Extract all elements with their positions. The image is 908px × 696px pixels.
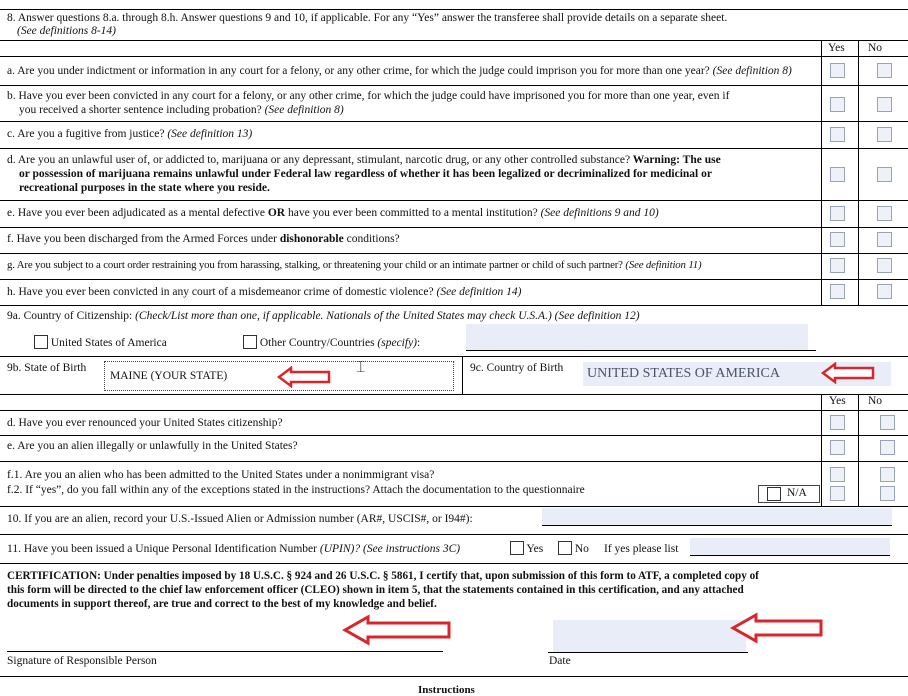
alien-number-input[interactable]: [542, 508, 892, 525]
q9f2-na-option[interactable]: N/A: [758, 485, 820, 503]
intro-definitions: (See definitions 8-14): [17, 25, 117, 37]
question-9d: d. Have you ever renounced your United States citizenship?: [7, 417, 283, 429]
upin-no-checkbox[interactable]: [558, 541, 572, 555]
signature-label: Signature of Responsible Person: [7, 655, 157, 667]
other-country-input[interactable]: [466, 324, 808, 350]
no-column-header-2: No: [868, 395, 883, 407]
q9d-yes-checkbox[interactable]: [830, 415, 845, 430]
instructions-heading: Instructions: [418, 684, 475, 696]
date-label: Date: [549, 655, 571, 667]
citizenship-usa-option[interactable]: United States of America: [34, 335, 167, 349]
question-9e: e. Are you an alien illegally or unlawfully in the United States?: [7, 440, 298, 452]
upin-no-option[interactable]: No: [558, 541, 589, 555]
q8e-yes-checkbox[interactable]: [830, 206, 845, 221]
upin-yes-option[interactable]: Yes: [510, 541, 543, 555]
q8b-yes-checkbox[interactable]: [830, 97, 845, 112]
country-of-birth-value: UNITED STATES OF AMERICA: [587, 366, 780, 381]
q8g-yes-checkbox[interactable]: [830, 258, 845, 273]
question-8c: c. Are you a fugitive from justice? (See definition 13): [7, 128, 253, 140]
state-of-birth-value: MAINE (YOUR STATE): [110, 370, 228, 382]
q9f1-yes-checkbox[interactable]: [830, 467, 845, 482]
citizenship-usa-checkbox[interactable]: [34, 335, 48, 349]
question-9f1: f.1. Are you an alien who has been admitted to the United States under a nonimmigrant visa?: [7, 469, 435, 481]
q8h-yes-checkbox[interactable]: [830, 284, 845, 299]
citizenship-other-checkbox[interactable]: [243, 335, 257, 349]
arrow-icon: [730, 612, 824, 644]
q8c-yes-checkbox[interactable]: [830, 127, 845, 142]
arrow-icon: [342, 614, 452, 646]
upin-list-label: If yes please list: [604, 543, 679, 555]
question-8b: b. Have you ever been convicted in any court for a felony, or any other crime, for which the judge could have imprisoned you for more than one year, even if you received a shorter sentence including probation? (See definition 8): [7, 90, 730, 116]
question-10: 10. If you are an alien, record your U.S.-Issued Alien or Admission number (AR#, USCIS#, or I94#):: [7, 513, 473, 525]
q9d-no-checkbox[interactable]: [880, 415, 895, 430]
arrow-icon: [277, 366, 331, 388]
question-8a: a. Are you under indictment or information in any court for a felony, or any other crime, for which the judge could imprison you for more than one year? (See definition 8): [7, 65, 792, 77]
certification-text: CERTIFICATION: Under penalties imposed by 18 U.S.C. § 924 and 26 U.S.C. § 5861, I certify that, upon submission of this form to ATF, a completed copy of this form will be directed to the chief law enforcement officer (CLEO) shown in item 5, that the statements contained in this certification, and any attached documents in support thereof, are true and correct to the best of my knowledge and belief.: [7, 570, 759, 610]
citizenship-other-option[interactable]: Other Country/Countries (specify):: [243, 335, 420, 349]
q8f-yes-checkbox[interactable]: [830, 232, 845, 247]
q9e-yes-checkbox[interactable]: [830, 440, 845, 455]
q8g-no-checkbox[interactable]: [877, 258, 892, 273]
q8d-yes-checkbox[interactable]: [830, 167, 845, 182]
q8h-no-checkbox[interactable]: [877, 284, 892, 299]
question-8f: f. Have you been discharged from the Armed Forces under dishonorable conditions?: [7, 233, 400, 245]
q9f1-no-checkbox[interactable]: [880, 467, 895, 482]
signature-line[interactable]: [7, 651, 443, 652]
upin-list-input[interactable]: [690, 538, 890, 555]
q8b-no-checkbox[interactable]: [877, 97, 892, 112]
q8f-no-checkbox[interactable]: [877, 232, 892, 247]
section-8-intro: [7, 12, 907, 38]
q8a-no-checkbox[interactable]: [877, 63, 892, 78]
q9e-no-checkbox[interactable]: [880, 440, 895, 455]
yes-column-header-2: Yes: [829, 395, 846, 407]
question-11: 11. Have you been issued a Unique Personal Identification Number (UPIN)? (See instructions 3C): [7, 543, 461, 555]
question-8e: e. Have you ever been adjudicated as a mental defective OR have you ever been committed to a mental institution? (See definitions 9 and 10): [7, 207, 659, 219]
arrow-icon: [821, 362, 875, 384]
state-of-birth-label: 9b. State of Birth: [7, 362, 87, 374]
intro-text: 8. Answer questions 8.a. through 8.h. Answer questions 9 and 10, if applicable. For any “Yes” answer the transferee shall provide details on a separate sheet.: [7, 12, 728, 24]
text-cursor-icon: ⌶: [356, 357, 366, 376]
upin-yes-checkbox[interactable]: [510, 541, 524, 555]
q8d-no-checkbox[interactable]: [877, 167, 892, 182]
question-8g: g. Are you subject to a court order restraining you from harassing, stalking, or threatening your child or an intimate partner or child of such partner? (See definition 11): [7, 259, 702, 271]
q8a-yes-checkbox[interactable]: [830, 63, 845, 78]
q9f2-yes-checkbox[interactable]: [830, 486, 845, 501]
question-9f2: f.2. If “yes”, do you fall within any of the exceptions stated in the instructions? Attach the documentation to the questionnaire: [7, 484, 585, 496]
q9f2-na-checkbox[interactable]: [767, 487, 781, 501]
date-input[interactable]: [553, 620, 746, 652]
q8e-no-checkbox[interactable]: [877, 206, 892, 221]
q9f2-no-checkbox[interactable]: [880, 486, 895, 501]
question-8d: d. Are you an unlawful user of, or addicted to, marijuana or any depressant, stimulant, narcotic drug, or any other controlled substance? Warning: The use or possession of marijuana remains unlawful under Federal law regardless of whether it has been legalized or decriminalized for medicinal or recreational purposes in the state where you reside.: [7, 154, 721, 194]
question-8h: h. Have you ever been convicted in any court of a misdemeanor crime of domestic violence? (See definition 14): [7, 286, 522, 298]
no-column-header: No: [868, 42, 883, 54]
country-of-birth-label: 9c. Country of Birth: [470, 362, 564, 374]
q8c-no-checkbox[interactable]: [877, 127, 892, 142]
yes-column-header: Yes: [828, 42, 845, 54]
question-9a: 9a. Country of Citizenship: (Check/List more than one, if applicable. Nationals of the United States may check U.S.A.) (See definition 12): [7, 310, 640, 322]
